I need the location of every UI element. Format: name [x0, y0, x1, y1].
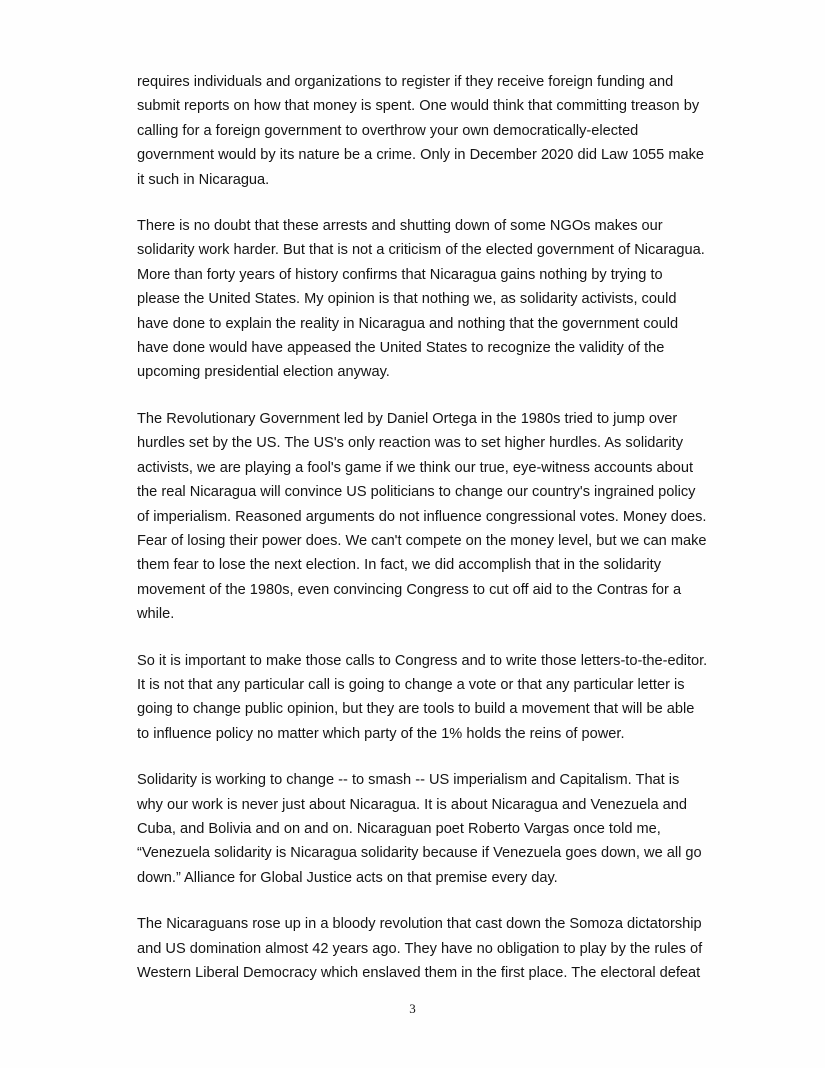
text-line: More than forty years of history confirms that Nicaragua gains nothing by trying to [137, 266, 663, 283]
text-line: and US domination almost 42 years ago. They have no obligation to play by the rules of [137, 940, 703, 957]
text-line: the real Nicaragua will convince US politicians to change our country's ingrained policy [137, 484, 696, 501]
paragraph-1 [137, 70, 705, 192]
document-body [137, 70, 708, 1007]
text-line: upcoming presidential election anyway. [137, 364, 390, 381]
text-line: to influence policy no matter which party of the 1% holds the reins of power. [137, 725, 625, 742]
text-line: have done would have appeased the United States to recognize the validity of the [137, 340, 665, 357]
text-line: down.” Alliance for Global Justice acts on that premise every day. [137, 869, 558, 886]
text-line: it such in Nicaragua. [137, 171, 270, 188]
text-line: There is no doubt that these arrests and shutting down of some NGOs makes our [137, 218, 663, 235]
text-line: The Revolutionary Government led by Daniel Ortega in the 1980s tried to jump over [137, 410, 678, 427]
text-line: So it is important to make those calls to Congress and to write those letters-to-the-editor. [137, 652, 708, 669]
text-line: The Nicaraguans rose up in a bloody revolution that cast down the Somoza dictatorship [137, 916, 702, 933]
paragraph-4 [137, 649, 708, 747]
text-line: movement of the 1980s, even convincing Congress to cut off aid to the Contras for a [137, 581, 682, 598]
page-number: 3 [409, 1001, 416, 1016]
text-line: of imperialism. Reasoned arguments do not influence congressional votes. Money does. [137, 508, 707, 525]
text-line: activists, we are playing a fool's game if we think our true, eye-witness accounts about [137, 459, 694, 476]
text-line: It is not that any particular call is going to change a vote or that any particular letter is [137, 676, 685, 693]
text-line: requires individuals and organizations to register if they receive foreign funding and [137, 74, 674, 90]
text-line: going to change public opinion, but they are tools to build a movement that will be able [137, 701, 695, 718]
paragraph-3 [137, 407, 707, 627]
text-line: government would by its nature be a crime. Only in December 2020 did Law 1055 make [137, 147, 705, 164]
paragraph-2 [137, 214, 705, 385]
text-line: Cuba, and Bolivia and on and on. Nicaraguan poet Roberto Vargas once told me, [137, 820, 661, 837]
text-line: hurdles set by the US. The US's only reaction was to set higher hurdles. As solidarity [137, 435, 683, 452]
text-line: Western Liberal Democracy which enslaved them in the first place. The electoral defeat [137, 965, 701, 981]
text-line: have done to explain the reality in Nicaragua and nothing that the government could [137, 315, 679, 332]
text-line: submit reports on how that money is spent. One would think that committing treason by [137, 98, 700, 115]
text-line: while. [137, 606, 175, 623]
text-line: please the United States. My opinion is that nothing we, as solidarity activists, could [137, 291, 677, 308]
paragraph-5 [137, 768, 702, 890]
text-line: why our work is never just about Nicaragua. It is about Nicaragua and Venezuela and [137, 796, 688, 813]
text-line: Fear of losing their power does. We can't compete on the money level, but we can make [137, 532, 707, 549]
text-line: solidarity work harder. But that is not a criticism of the elected government of Nicaragua. [137, 242, 705, 259]
text-line: “Venezuela solidarity is Nicaragua solidarity because if Venezuela goes down, we all go [137, 845, 702, 862]
text-line: Solidarity is working to change -- to smash -- US imperialism and Capitalism. That is [137, 772, 680, 789]
text-line: calling for a foreign government to overthrow your own democratically-elected [137, 122, 639, 139]
paragraph-6 [137, 912, 703, 985]
text-line: them fear to lose the next election. In fact, we did accomplish that in the solidarity [137, 557, 662, 574]
